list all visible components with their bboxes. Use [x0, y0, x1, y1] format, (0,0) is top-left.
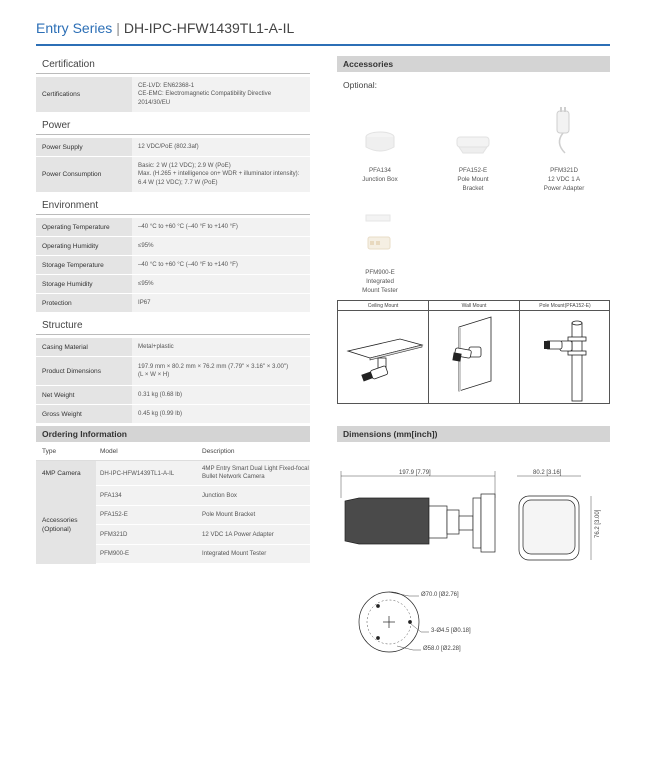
ceiling-mount-cell [338, 301, 429, 403]
spec-value: –40 °C to +60 °C (–40 °F to +140 °F) [132, 256, 310, 274]
spec-row [36, 405, 310, 424]
table-row [96, 486, 310, 506]
spec-row [36, 357, 310, 386]
section-structure: Structure [36, 317, 310, 335]
header-description: Description [202, 447, 235, 455]
row-type: 4MP Camera [36, 461, 96, 486]
spec-value: ≤95% [132, 275, 310, 293]
pole-mount-drawing [520, 311, 610, 403]
spec-value: Metal+plastic [132, 338, 310, 356]
row-model: PFM321D [100, 530, 128, 538]
spec-key: Certifications [36, 77, 132, 112]
accessories-panel [337, 56, 610, 294]
wall-mount-drawing [429, 311, 519, 403]
spec-value: ≤95% [132, 237, 310, 255]
accessories-title: Accessories [337, 56, 610, 72]
mount-label: Wall Mount [429, 301, 519, 311]
page-header [36, 20, 610, 46]
spec-key: Casing Material [36, 338, 132, 356]
row-type: Accessories (Optional) [36, 486, 96, 564]
row-description: Pole Mount Bracket [202, 511, 256, 519]
spec-value: –40 °C to +60 °C (–40 °F to +140 °F) [132, 218, 310, 236]
outer-diameter-label: Ø70.0 [Ø2.76] [421, 592, 459, 598]
mount-tester-image [345, 209, 415, 257]
spec-table [36, 56, 310, 424]
model-title: DH-IPC-HFW1439TL1-A-IL [123, 20, 295, 36]
series-title: Entry Series [36, 20, 113, 36]
pole-mount-image [438, 117, 508, 155]
accessory-junction-box [345, 108, 415, 193]
spec-row [36, 138, 310, 157]
spec-row [36, 157, 310, 193]
junction-box-image [345, 117, 415, 155]
spec-key: Storage Temperature [36, 256, 132, 274]
spec-row [36, 237, 310, 256]
header-model: Model [100, 447, 118, 455]
spec-row [36, 386, 310, 405]
hole-diameter-label: 3-Ø4.5 [Ø0.18] [431, 628, 471, 634]
section-certification: Certification [36, 56, 310, 74]
dimensions-title: Dimensions (mm[inch]) [337, 426, 610, 442]
accessory-label: PFM900-E Integrated Mount Tester [362, 269, 398, 294]
spec-key: Protection [36, 294, 132, 312]
row-model: PFA134 [100, 491, 122, 499]
height-label: 76.2 [3.00] [595, 509, 601, 538]
spec-value: Basic: 2 W (12 VDC); 2.9 W (PoE) Max. (H.265 + intelligence on+ WDR + illuminator intensity): 6.4 W (12 VDC); 7.7 W (PoE) [132, 157, 310, 192]
spec-key: Operating Humidity [36, 237, 132, 255]
title-separator: | [116, 20, 120, 36]
ordering-header-row [36, 442, 310, 461]
spec-value: 0.31 kg (0.68 lb) [132, 386, 310, 404]
spec-row [36, 338, 310, 357]
row-description: 4MP Entry Smart Dual Light Fixed-focal Bullet Network Camera [202, 464, 309, 480]
row-description: 12 VDC 1A Power Adapter [202, 530, 274, 538]
spec-key: Net Weight [36, 386, 132, 404]
table-row [96, 545, 310, 565]
table-row [96, 506, 310, 526]
row-description: Integrated Mount Tester [202, 550, 267, 558]
ordering-title: Ordering Information [36, 426, 310, 442]
power-adapter-image [529, 99, 599, 155]
spec-row [36, 294, 310, 313]
spec-row [36, 256, 310, 275]
bolt-circle-label: Ø58.0 [Ø2.28] [423, 646, 461, 652]
ordering-table [36, 426, 310, 564]
accessory-label: PFM321D 12 VDC 1 A Power Adapter [543, 167, 585, 192]
dimensions-panel [337, 426, 610, 442]
section-power: Power [36, 117, 310, 135]
spec-key: Power Supply [36, 138, 132, 156]
optional-label: Optional: [343, 80, 378, 90]
spec-row [36, 275, 310, 294]
row-model: DH-IPC-HFW1439TL1-A-IL [100, 469, 175, 477]
accessories-block [36, 486, 310, 564]
accessory-pole-mount [438, 108, 508, 202]
spec-value: CE-LVD: EN62368-1 CE-EMC: Electromagnetic Compatibility Directive 2014/30/EU [132, 77, 310, 112]
spec-key: Product Dimensions [36, 357, 132, 385]
row-model: PFM900-E [100, 550, 130, 558]
ceiling-mount-drawing [338, 311, 428, 403]
table-row [96, 525, 310, 545]
spec-value: 0.45 kg (0.99 lb) [132, 405, 310, 423]
accessory-power-adapter [529, 90, 599, 202]
pole-mount-cell [520, 301, 610, 403]
accessory-label: PFA134 Junction Box [362, 167, 398, 184]
spec-key: Operating Temperature [36, 218, 132, 236]
spec-row [36, 77, 310, 113]
header-type: Type [42, 447, 57, 455]
length-label: 197.9 [7.79] [399, 470, 431, 476]
spec-value: IP67 [132, 294, 310, 312]
spec-key: Storage Humidity [36, 275, 132, 293]
wall-mount-cell [429, 301, 520, 403]
mount-illustrations [337, 300, 610, 404]
spec-value: 197.9 mm × 80.2 mm × 76.2 mm (7.79" × 3.16" × 3.00") (L × W × H) [132, 357, 310, 385]
spec-key: Gross Weight [36, 405, 132, 423]
spec-row [36, 218, 310, 237]
width-label: 80.2 [3.16] [533, 470, 562, 476]
accessory-label: PFA152-E Pole Mount Bracket [457, 167, 489, 192]
row-description: Junction Box [202, 491, 237, 499]
accessory-mount-tester [345, 200, 415, 304]
mount-label: Pole Mount(PFA152-E) [520, 301, 610, 311]
spec-value: 12 VDC/PoE (802.3af) [132, 138, 310, 156]
dimensions-drawing [337, 446, 610, 668]
spec-key: Power Consumption [36, 157, 132, 192]
mount-label: Ceiling Mount [338, 301, 428, 311]
table-row [36, 461, 310, 486]
section-environment: Environment [36, 197, 310, 215]
row-model: PFA152-E [100, 511, 128, 519]
